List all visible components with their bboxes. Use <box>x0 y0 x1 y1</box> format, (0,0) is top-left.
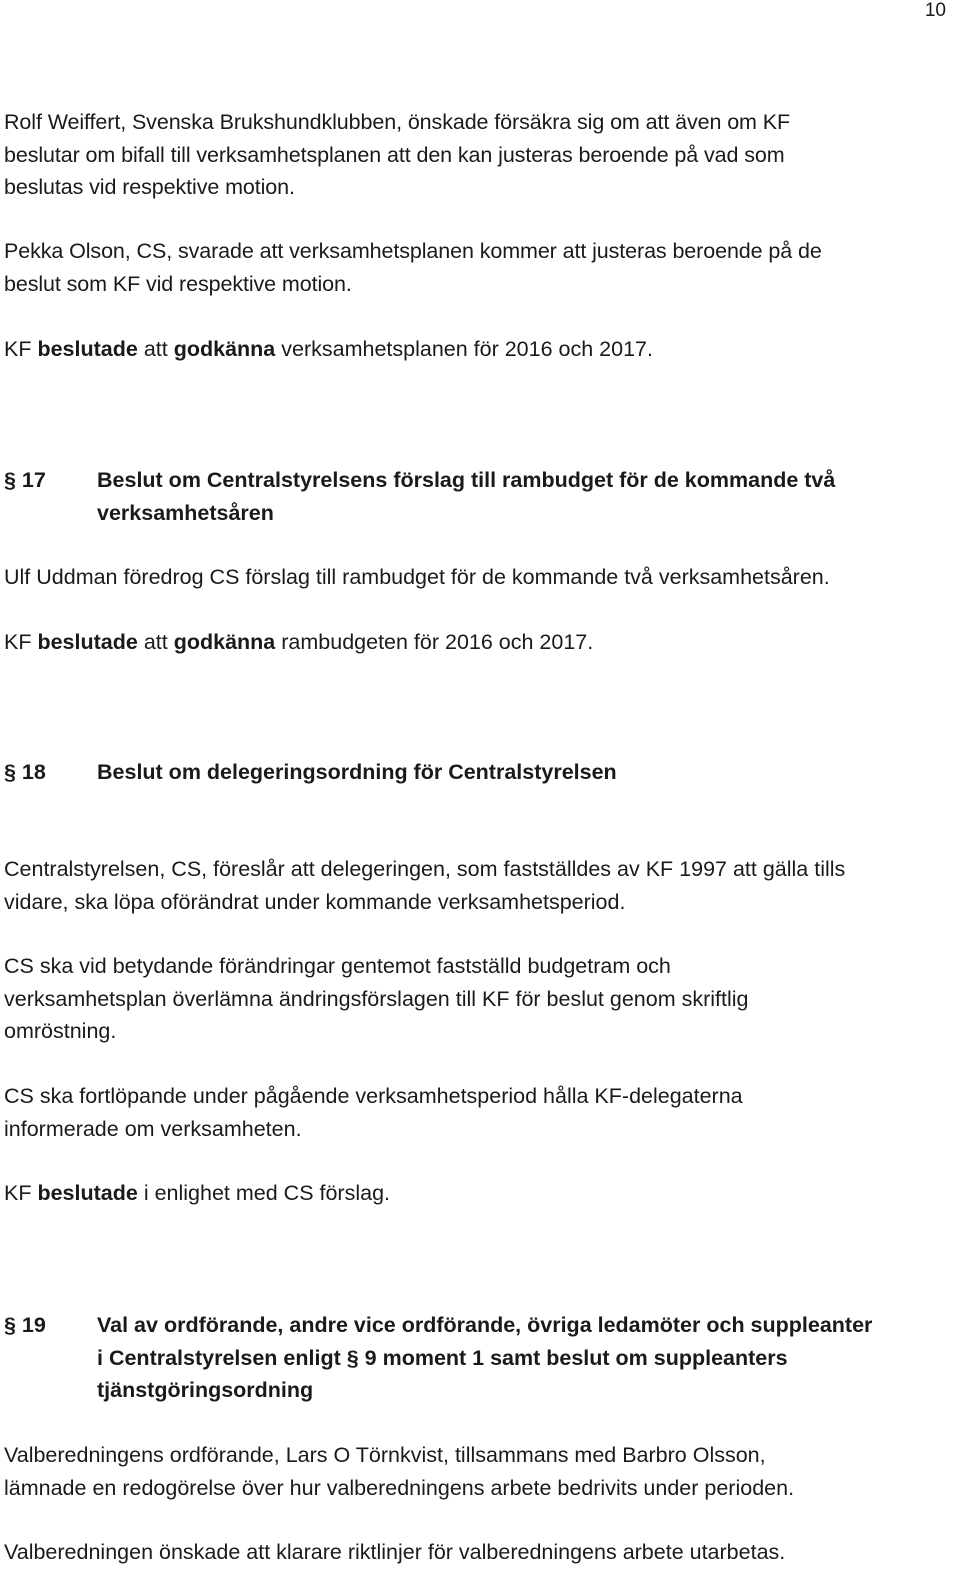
text-kf: KF <box>4 337 32 361</box>
text-line: beslutar om bifall till verksamhetsplanen att den kan justeras beroende på vad som <box>4 142 785 167</box>
text-line: omröstning. <box>4 1019 117 1043</box>
text-rest: verksamhetsplanen för 2016 och 2017. <box>281 337 653 361</box>
text-line: Rolf Weiffert, Svenska Brukshundklubben, önskade försäkra sig om att även om KF <box>4 110 791 134</box>
page-number: 10 <box>924 0 946 21</box>
text-line <box>4 626 954 659</box>
text-kf: KF <box>4 630 32 654</box>
text-beslutade: beslutade <box>37 1181 138 1205</box>
text-line: CS ska fortlöpande under pågående verksamhetsperiod hålla KF-delegaterna <box>4 1084 743 1108</box>
title-line: tjänstgöringsordning <box>97 1378 314 1402</box>
section-title <box>97 1309 872 1407</box>
decision-rambudget <box>4 626 954 659</box>
text-beslutade: beslutade <box>37 337 138 361</box>
paragraph-olson <box>4 235 954 300</box>
section-number: § 19 <box>4 1313 46 1337</box>
text-line: Ulf Uddman föredrog CS förslag till rambudget för de kommande två verksamhetsåren. <box>4 565 830 589</box>
text-rest: i enlighet med CS förslag. <box>143 1181 391 1205</box>
text-line: informerade om verksamheten. <box>4 1116 302 1141</box>
text-line: verksamhetsplan överlämna ändringsförslagen till KF för beslut genom skriftlig <box>4 986 749 1011</box>
paragraph-uddman <box>4 561 954 594</box>
paragraph-valberedning <box>4 1439 954 1504</box>
text-godkanna: godkänna <box>173 337 276 361</box>
paragraph-weiffert <box>4 106 954 204</box>
section-number: § 18 <box>4 760 46 784</box>
text-line: lämnade en redogörelse över hur valberedningens arbete bedrivits under perioden. <box>4 1475 795 1500</box>
text-line: Valberedningens ordförande, Lars O Törnkvist, tillsammans med Barbro Olsson, <box>4 1443 766 1467</box>
text-rest: rambudgeten för 2016 och 2017. <box>281 630 594 654</box>
text-line: vidare, ska löpa oförändrat under kommande verksamhetsperiod. <box>4 889 626 914</box>
text-line <box>4 1177 954 1210</box>
section-title <box>97 756 617 789</box>
title-line: Beslut om delegeringsordning för Centralstyrelsen <box>97 760 617 784</box>
title-line: verksamhetsåren <box>97 500 274 525</box>
text-line <box>4 333 954 366</box>
title-line: i Centralstyrelsen enligt § 9 moment 1 samt beslut om suppleanters <box>97 1345 788 1370</box>
title-line: Beslut om Centralstyrelsens förslag till rambudget för de kommande två <box>97 468 836 492</box>
text-line: Valberedningen önskade att klarare riktlinjer för valberedningens arbete utarbetas. <box>4 1540 786 1564</box>
text-line: CS ska vid betydande förändringar gentemot fastställd budgetram och <box>4 954 671 978</box>
section-title <box>97 464 835 529</box>
paragraph-budgetram <box>4 950 954 1048</box>
text-godkanna: godkänna <box>173 630 276 654</box>
text-line: beslut som KF vid respektive motion. <box>4 271 352 296</box>
title-line: Val av ordförande, andre vice ordförande, övriga ledamöter och suppleanter <box>97 1313 873 1337</box>
decision-verksamhetsplan <box>4 333 954 366</box>
text-line: Centralstyrelsen, CS, föreslår att delegeringen, som fastställdes av KF 1997 att gälla tills <box>4 857 846 881</box>
decision-delegering <box>4 1177 954 1210</box>
section-number: § 17 <box>4 468 46 492</box>
text-kf: KF <box>4 1181 32 1205</box>
paragraph-delegering <box>4 853 954 918</box>
text-att: att <box>143 337 168 361</box>
text-line: beslutas vid respektive motion. <box>4 175 295 199</box>
text-beslutade: beslutade <box>37 630 138 654</box>
paragraph-riktlinjer <box>4 1536 954 1569</box>
text-att: att <box>143 630 168 654</box>
paragraph-informera <box>4 1080 954 1145</box>
text-line: Pekka Olson, CS, svarade att verksamhetsplanen kommer att justeras beroende på de <box>4 239 822 263</box>
